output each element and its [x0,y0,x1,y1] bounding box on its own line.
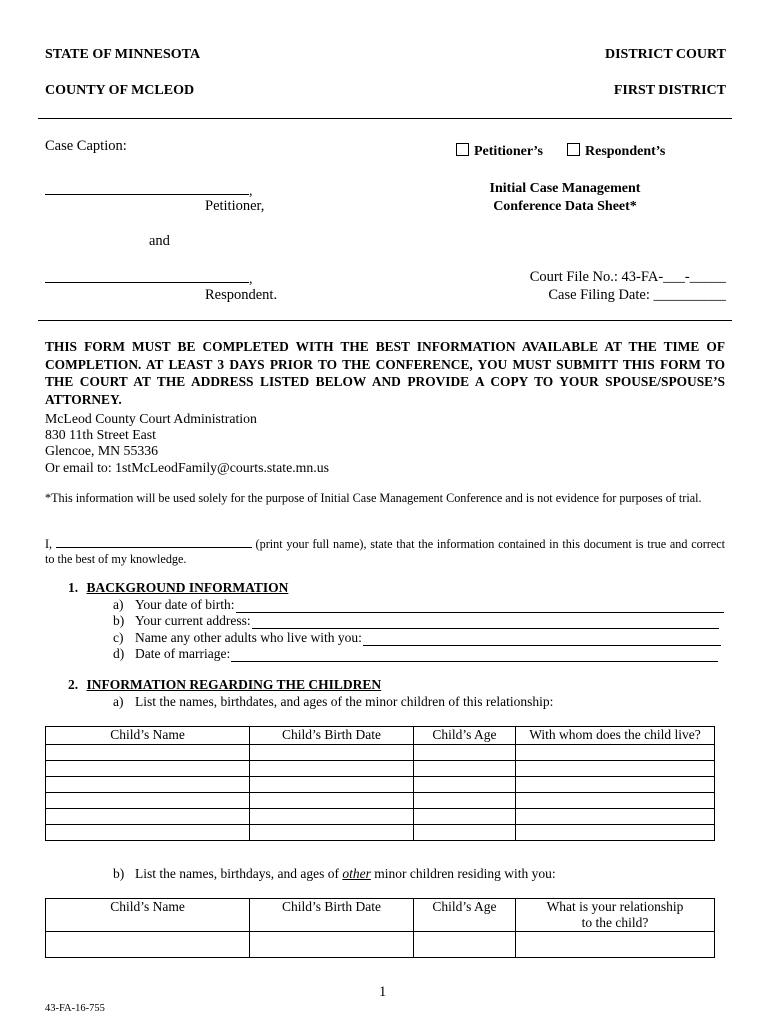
item-letter: d) [113,646,125,661]
county-heading: COUNTY OF MCLEOD [45,83,195,98]
dob-field[interactable] [113,597,724,613]
attestation-statement [45,536,725,567]
address-field[interactable] [113,613,719,629]
table-cell[interactable] [46,745,250,761]
other-adults-blank[interactable] [363,633,721,646]
case-caption-label: Case Caption: [45,138,127,154]
other-children-table [45,898,715,958]
header-childs-name: Child’s Name [46,727,250,745]
instruction-b-after: minor children residing with you: [374,866,556,881]
table-cell[interactable] [250,761,414,777]
current-address-blank[interactable] [252,616,719,629]
petitioner-checkbox-label: Petitioner’s [474,144,543,159]
table-cell[interactable] [250,825,414,841]
court-address [45,411,329,476]
attestation-prefix: I, [45,537,53,551]
other-adults-field[interactable] [113,630,721,646]
form-title-line2: Conference Data Sheet* [493,199,637,214]
table-cell[interactable] [250,745,414,761]
table-cell[interactable] [516,777,715,793]
item-letter: c) [113,630,124,645]
table-cell[interactable] [516,793,715,809]
table-row [46,825,715,841]
table-cell[interactable] [46,777,250,793]
table-cell[interactable] [414,793,516,809]
marriage-date-field[interactable] [113,646,718,662]
respondent-checkbox[interactable] [567,143,580,156]
table-row [46,745,715,761]
address-line-1: McLeod County Court Administration [45,411,257,426]
petitioner-checkbox-group[interactable] [456,143,543,160]
table-row [46,761,715,777]
respondent-comma: , [249,272,253,287]
table-cell[interactable] [414,745,516,761]
table-cell[interactable] [250,809,414,825]
court-file-number[interactable]: Court File No.: 43-FA-___-_____ [529,269,726,285]
item-letter: b) [113,866,125,881]
table-header-row [46,727,715,745]
item-letter: a) [113,597,124,612]
children-table [45,726,715,841]
header-relationship-line1: What is your relationship [546,899,684,914]
header-relationship-line2: to the child? [581,915,649,930]
table-cell[interactable] [46,825,250,841]
instruction-b-emphasis: other [342,866,371,881]
table-row [46,793,715,809]
footnote: *This information will be used solely for the purpose of Initial Case Management Conference and is not evidence for purposes of trial. [45,491,702,505]
table-cell[interactable] [516,825,715,841]
table-cell[interactable] [516,809,715,825]
petitioner-comma: , [249,184,253,199]
table-cell[interactable] [46,793,250,809]
header-lives-with: With whom does the child live? [516,727,715,745]
header-childs-name: Child’s Name [46,899,250,932]
address-line-2: 830 11th Street East [45,427,156,443]
marriage-date-blank[interactable] [231,649,718,662]
and-text: and [149,233,170,249]
full-name-blank[interactable] [56,536,252,548]
table-cell[interactable] [250,777,414,793]
children-instruction-a-text: List the names, birthdates, and ages of the minor children of this relationship: [135,694,554,709]
table-header-row [46,899,715,932]
item-letter: a) [113,694,124,709]
header-birth-date: Child’s Birth Date [250,899,414,932]
table-cell[interactable] [46,809,250,825]
header-birth-date: Child’s Birth Date [250,727,414,745]
instructions-notice: THIS FORM MUST BE COMPLETED WITH THE BEST INFORMATION AVAILABLE AT THE TIME OF COMPLETION. AT LEAST 3 DAYS PRIOR TO THE CONFERENCE, YOU MUST SUBMITT THIS FORM TO THE COURT AT THE ADDRESS LISTED BELOW AND PROVIDE A COPY TO YOUR SPOUSE/SPOUSE’S ATTORNEY. [45,339,725,407]
form-title-line1: Initial Case Management [489,181,641,196]
table-cell[interactable] [250,932,414,958]
section1-title: BACKGROUND INFORMATION [86,580,289,595]
marriage-date-label: Date of marriage: [135,646,231,661]
address-line-4[interactable]: Or email to: 1stMcLeodFamily@courts.state.mn.us [45,459,330,475]
table-row [46,777,715,793]
header-age: Child’s Age [414,899,516,932]
court-heading: DISTRICT COURT [604,47,726,62]
table-cell[interactable] [414,825,516,841]
section1-number: 1. [68,580,79,595]
table-cell[interactable] [414,761,516,777]
divider-bottom [38,320,732,321]
table-cell[interactable] [250,793,414,809]
table-cell[interactable] [414,932,516,958]
children-instruction-b [113,866,556,882]
respondent-checkbox-group[interactable] [567,143,665,160]
instruction-b-before: List the names, birthdays, and ages of [135,866,339,881]
divider-top [38,118,732,119]
case-filing-date[interactable]: Case Filing Date: __________ [548,287,726,303]
page-number: 1 [379,984,387,1000]
form-title [440,180,690,216]
state-heading: STATE OF MINNESOTA [45,47,201,62]
table-row [46,932,715,958]
table-cell[interactable] [46,932,250,958]
section2-number: 2. [68,677,79,692]
current-address-label: Your current address: [135,613,251,628]
respondent-label: Respondent. [205,287,278,303]
dob-blank[interactable] [236,600,725,613]
attestation-text: (print your full name), state that the information contained in this document is true and correct to the best of my knowledge. [45,537,726,566]
petitioner-name-blank[interactable] [45,181,249,195]
header-relationship [516,899,715,932]
section1-heading [68,580,288,596]
respondent-name-line[interactable] [45,269,253,288]
petitioner-label: Petitioner, [205,198,265,214]
table-cell[interactable] [46,761,250,777]
table-cell[interactable] [414,809,516,825]
children-instruction-a [113,694,553,710]
address-line-3: Glencoe, MN 55336 [45,443,159,459]
form-code: 43-FA-16-755 [45,1003,105,1014]
dob-label: Your date of birth: [135,597,235,612]
table-cell[interactable] [516,745,715,761]
table-row [46,809,715,825]
header-age: Child’s Age [414,727,516,745]
table-cell[interactable] [516,932,715,958]
table-cell[interactable] [516,761,715,777]
other-adults-label: Name any other adults who live with you: [135,630,362,645]
respondent-checkbox-label: Respondent’s [585,144,666,159]
respondent-name-blank[interactable] [45,269,249,283]
item-letter: b) [113,613,125,628]
district-heading: FIRST DISTRICT [613,83,726,98]
table-cell[interactable] [414,777,516,793]
section2-heading [68,677,381,693]
petitioner-checkbox[interactable] [456,143,469,156]
section2-title: INFORMATION REGARDING THE CHILDREN [86,677,382,692]
